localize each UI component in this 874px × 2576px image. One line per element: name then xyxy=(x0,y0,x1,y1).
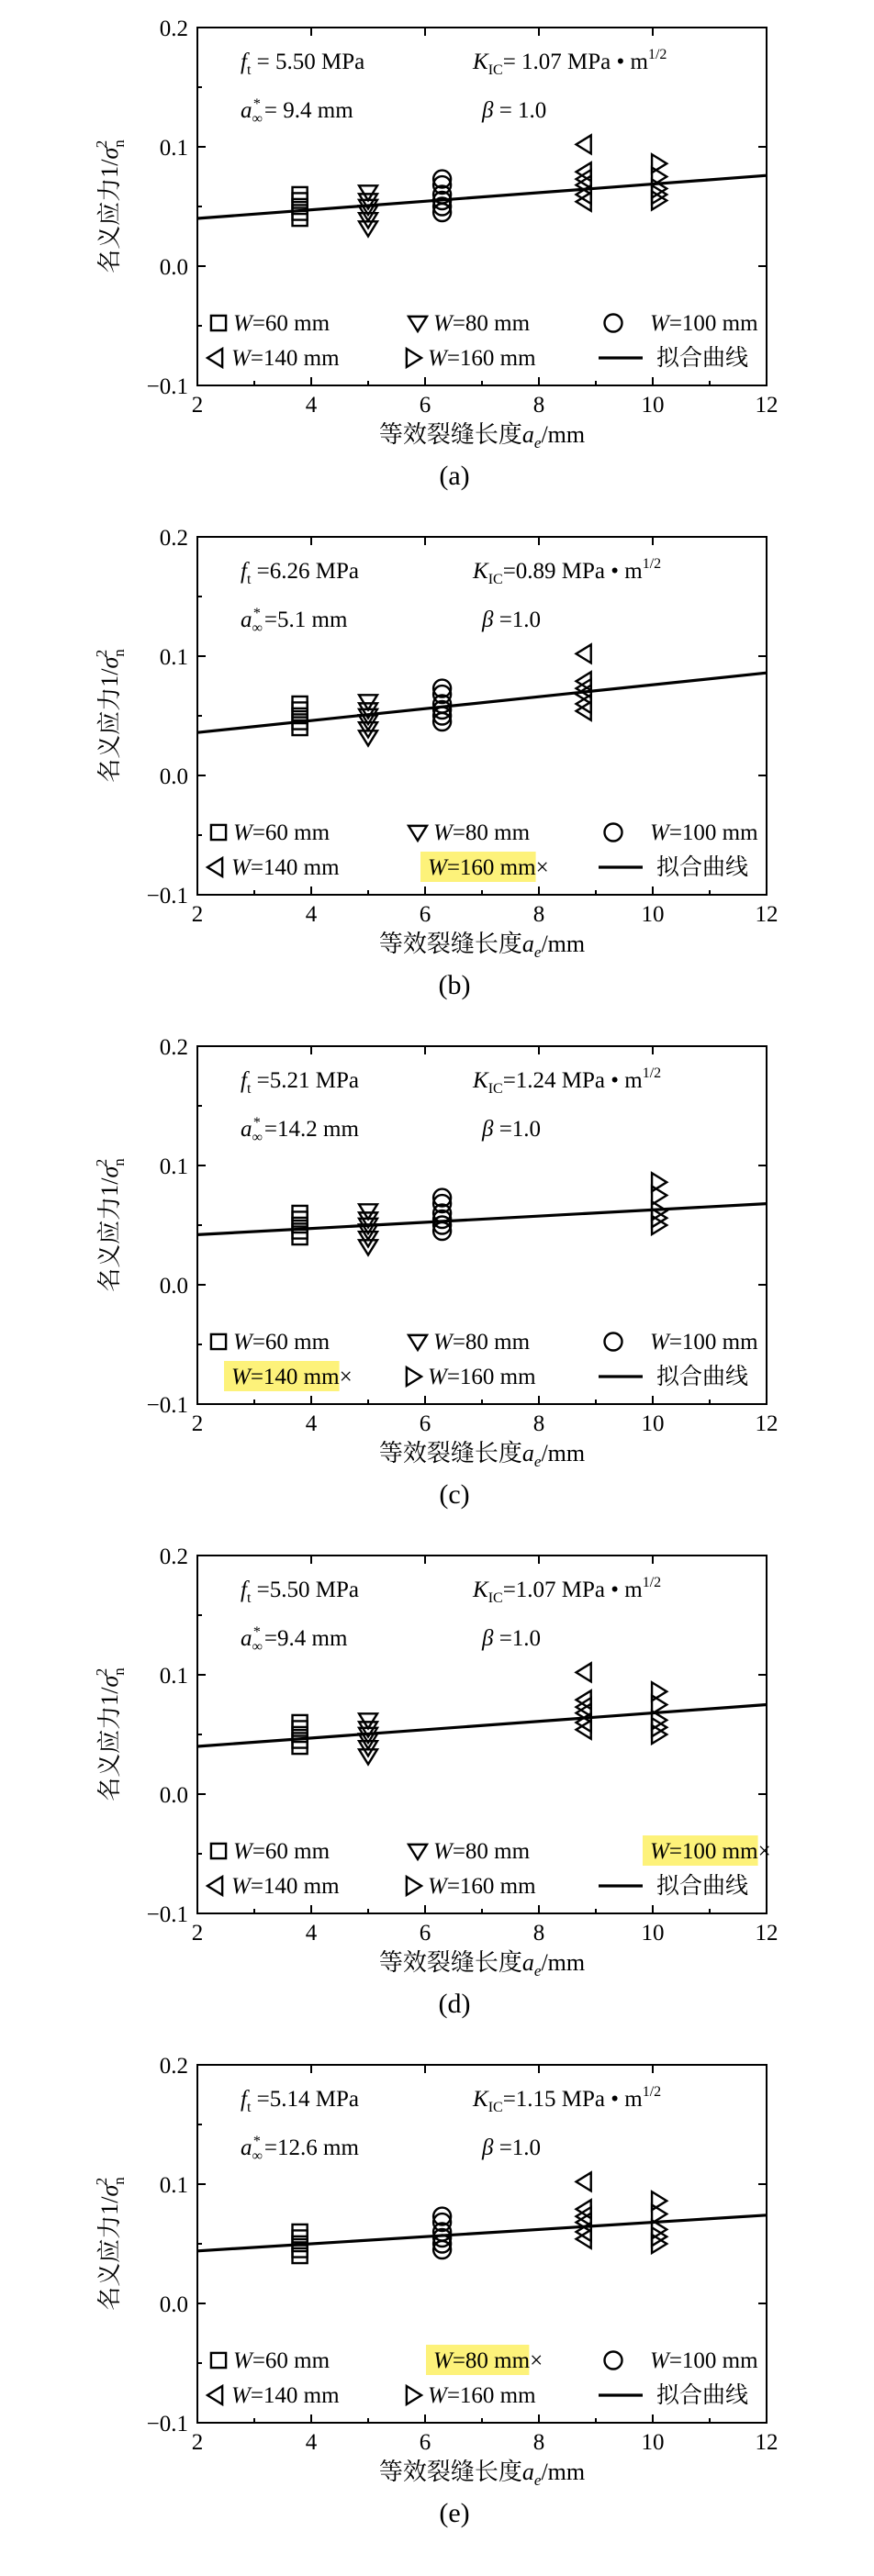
annotation-kic: $K_{IC}=1.15$ MPa • $m^{1/2}$ xyxy=(473,2084,662,2115)
y-tick-label: 0.0 xyxy=(159,255,188,280)
x-tick-label: 4 xyxy=(305,1921,318,1946)
x-tick-label: 2 xyxy=(191,393,204,418)
x-tick-label: 2 xyxy=(191,1921,204,1946)
x-tick-label: 8 xyxy=(532,2430,545,2455)
x-tick-label: 4 xyxy=(305,2430,318,2455)
y-axis-title-text: 名义应力$1/\sigma_n2$ xyxy=(93,139,128,273)
legend-label-w60: W=60 mm xyxy=(233,1330,331,1355)
y-tick-label: −0.1 xyxy=(146,374,188,399)
x-axis-title: 等效裂缝长度$a_e/mm$ xyxy=(378,2459,586,2489)
legend-label-w80: W=80 mm xyxy=(433,820,531,845)
x-tick-label: 10 xyxy=(641,1921,665,1946)
legend-label-w60: W=60 mm xyxy=(233,1839,331,1864)
y-axis-title-text: 名义应力$1/\sigma_n2$ xyxy=(93,1158,128,1292)
legend-label-w140: W=140 mm× xyxy=(231,1365,353,1389)
x-tick-label: 12 xyxy=(755,2430,779,2455)
x-tick-label: 12 xyxy=(755,1921,779,1946)
chart-panel-4 xyxy=(93,1544,779,2019)
annotation-a-inf: $a_\infty* =9.4$ mm xyxy=(241,1624,348,1655)
y-tick-label: 0.1 xyxy=(159,645,188,670)
legend-label-w100: W=100 mm xyxy=(650,311,758,336)
legend-marker-tri-left xyxy=(207,2386,222,2404)
annotation-kic: $K_{IC}=1.24$ MPa • $m^{1/2}$ xyxy=(473,1065,662,1097)
legend-marker-tri-down xyxy=(409,317,427,331)
y-axis-title xyxy=(93,1158,128,1292)
data-point-tri-left xyxy=(577,2172,591,2191)
legend-label-w80: W=80 mm xyxy=(433,311,531,336)
annotation-a-inf: $a_\infty* = 9.4$ mm xyxy=(241,96,353,127)
legend-label-w60: W=60 mm xyxy=(233,311,331,336)
x-tick-label: 8 xyxy=(532,1921,545,1946)
y-tick-label: 0.2 xyxy=(159,17,188,41)
legend-marker-square xyxy=(211,1844,226,1858)
y-tick-label: 0.0 xyxy=(159,2292,188,2317)
y-axis-title-text: 名义应力$1/\sigma_n2$ xyxy=(93,649,128,783)
annotation-kic: $K_{IC}= 1.07$ MPa • $m^{1/2}$ xyxy=(473,47,667,78)
x-tick-label: 6 xyxy=(419,902,431,927)
y-tick-label: −0.1 xyxy=(146,884,188,909)
annotation-kic: $K_{IC}=1.07$ MPa • $m^{1/2}$ xyxy=(473,1575,662,1606)
legend-label-w140: W=140 mm xyxy=(231,346,340,371)
annotation-beta: β =1.0 xyxy=(482,1117,542,1142)
legend-label-fit: 拟合曲线 xyxy=(656,1874,749,1899)
annotation-ft: $f_t = 5.50$ MPa xyxy=(241,50,365,78)
x-tick-label: 6 xyxy=(419,1921,431,1946)
legend-label-w160: W=160 mm xyxy=(428,346,536,371)
panel-label: (c) xyxy=(439,1479,470,1510)
legend-label-w160: W=160 mm× xyxy=(428,855,549,880)
legend-label-w60: W=60 mm xyxy=(233,2348,331,2373)
legend-marker-square xyxy=(211,316,226,330)
x-tick-label: 10 xyxy=(641,902,665,927)
x-tick-label: 4 xyxy=(305,902,318,927)
x-tick-label: 8 xyxy=(532,393,545,418)
legend-label-w160: W=160 mm xyxy=(428,1874,536,1899)
annotation-ft: $f_t =5.21$ MPa xyxy=(241,1068,359,1097)
y-tick-label: 0.1 xyxy=(159,1664,188,1689)
legend-label-w140: W=140 mm xyxy=(231,2383,340,2408)
legend-label-fit: 拟合曲线 xyxy=(656,1365,749,1389)
legend-label-w160: W=160 mm xyxy=(428,2383,536,2408)
x-tick-label: 6 xyxy=(419,1411,431,1436)
legend-label-w80: W=80 mm xyxy=(433,1330,531,1355)
data-point-tri-left xyxy=(577,1663,591,1681)
legend-label-w100: W=100 mm× xyxy=(650,1839,771,1864)
legend-label-fit: 拟合曲线 xyxy=(656,346,749,371)
fit-line xyxy=(197,1705,767,1747)
legend-label-w100: W=100 mm xyxy=(650,820,758,845)
y-tick-label: 0.0 xyxy=(159,1783,188,1808)
y-tick-label: −0.1 xyxy=(146,2412,188,2437)
legend-label-w140: W=140 mm xyxy=(231,855,340,880)
x-tick-label: 10 xyxy=(641,2430,665,2455)
y-tick-label: 0.0 xyxy=(159,764,188,789)
legend-marker-tri-right xyxy=(407,1877,421,1895)
chart-panel-2 xyxy=(93,526,779,1000)
x-tick-label: 12 xyxy=(755,902,779,927)
y-tick-label: 0.1 xyxy=(159,2173,188,2198)
legend-label-fit: 拟合曲线 xyxy=(656,2383,749,2408)
legend-marker-tri-right xyxy=(407,1367,421,1386)
annotation-beta: β = 1.0 xyxy=(482,98,547,123)
annotation-a-inf: $a_\infty* =5.1$ mm xyxy=(241,606,348,636)
annotation-a-inf: $a_\infty* =12.6$ mm xyxy=(241,2134,359,2164)
legend-marker-tri-right xyxy=(407,349,421,367)
chart-panel-1 xyxy=(93,17,779,491)
y-axis-title xyxy=(93,139,128,273)
x-tick-label: 2 xyxy=(191,1411,204,1436)
x-axis-title: 等效裂缝长度$a_e/mm$ xyxy=(378,931,586,961)
y-axis-title xyxy=(93,2177,128,2311)
y-tick-label: 0.2 xyxy=(159,526,188,551)
y-tick-label: −0.1 xyxy=(146,1902,188,1927)
chart-panel-5 xyxy=(93,2054,779,2528)
legend-marker-tri-down xyxy=(409,1335,427,1350)
annotation-beta: β =1.0 xyxy=(482,2136,542,2160)
legend-label-w140: W=140 mm xyxy=(231,1874,340,1899)
legend-marker-circle xyxy=(605,315,622,332)
legend-label-fit: 拟合曲线 xyxy=(656,855,749,880)
y-axis-title xyxy=(93,1667,128,1801)
legend-marker-tri-down xyxy=(409,1845,427,1859)
y-tick-label: 0.2 xyxy=(159,2054,188,2079)
y-tick-label: 0.1 xyxy=(159,136,188,161)
data-point-tri-left xyxy=(577,135,591,153)
annotation-ft: $f_t =6.26$ MPa xyxy=(241,559,359,587)
x-axis-title: 等效裂缝长度$a_e/mm$ xyxy=(378,1949,586,1979)
y-axis-title-text: 名义应力$1/\sigma_n2$ xyxy=(93,1667,128,1801)
y-tick-label: 0.2 xyxy=(159,1035,188,1060)
legend-label-w60: W=60 mm xyxy=(233,820,331,845)
fit-line xyxy=(197,1204,767,1235)
y-axis-title xyxy=(93,649,128,783)
x-axis-title: 等效裂缝长度$a_e/mm$ xyxy=(378,1440,586,1470)
legend-marker-square xyxy=(211,825,226,840)
y-axis-title-text: 名义应力$1/\sigma_n2$ xyxy=(93,2177,128,2311)
x-axis-title: 等效裂缝长度$a_e/mm$ xyxy=(378,421,586,452)
x-tick-label: 2 xyxy=(191,2430,204,2455)
x-tick-label: 2 xyxy=(191,902,204,927)
legend-marker-circle xyxy=(605,824,622,842)
legend-label-w80: W=80 mm× xyxy=(433,2348,543,2373)
x-tick-label: 4 xyxy=(305,393,318,418)
legend-marker-tri-left xyxy=(207,858,222,876)
panel-label: (e) xyxy=(439,2498,470,2528)
y-tick-label: 0.0 xyxy=(159,1274,188,1299)
annotation-beta: β =1.0 xyxy=(482,1626,542,1651)
panel-label: (d) xyxy=(438,1989,471,2019)
legend-label-w80: W=80 mm xyxy=(433,1839,531,1864)
panel-label: (a) xyxy=(439,461,470,491)
legend-marker-circle xyxy=(605,2352,622,2370)
legend-label-w160: W=160 mm xyxy=(428,1365,536,1389)
x-tick-label: 10 xyxy=(641,1411,665,1436)
annotation-kic: $K_{IC}=0.89$ MPa • $m^{1/2}$ xyxy=(473,556,662,587)
fit-line xyxy=(197,2215,767,2251)
legend-marker-circle xyxy=(605,1333,622,1351)
legend-label-w100: W=100 mm xyxy=(650,1330,758,1355)
annotation-ft: $f_t =5.14$ MPa xyxy=(241,2087,359,2115)
x-tick-label: 6 xyxy=(419,2430,431,2455)
x-tick-label: 12 xyxy=(755,393,779,418)
x-tick-label: 10 xyxy=(641,393,665,418)
fit-line xyxy=(197,673,767,732)
x-tick-label: 6 xyxy=(419,393,431,418)
legend-marker-tri-left xyxy=(207,349,222,367)
legend-marker-tri-left xyxy=(207,1877,222,1895)
annotation-beta: β =1.0 xyxy=(482,608,542,632)
legend-label-w100: W=100 mm xyxy=(650,2348,758,2373)
x-tick-label: 8 xyxy=(532,1411,545,1436)
x-tick-label: 4 xyxy=(305,1411,318,1436)
legend-marker-square xyxy=(211,1334,226,1349)
legend-marker-tri-down xyxy=(409,826,427,841)
y-tick-label: 0.2 xyxy=(159,1544,188,1569)
data-point-tri-left xyxy=(577,644,591,663)
fit-line xyxy=(197,175,767,218)
legend-marker-tri-right xyxy=(407,2386,421,2404)
x-tick-label: 8 xyxy=(532,902,545,927)
legend-marker-square xyxy=(211,2353,226,2368)
annotation-a-inf: $a_\infty* =14.2$ mm xyxy=(241,1115,359,1145)
y-tick-label: 0.1 xyxy=(159,1154,188,1179)
annotation-ft: $f_t =5.50$ MPa xyxy=(241,1578,359,1606)
y-tick-label: −0.1 xyxy=(146,1393,188,1418)
chart-panel-3 xyxy=(93,1035,779,1510)
panel-label: (b) xyxy=(438,970,471,1000)
x-tick-label: 12 xyxy=(755,1411,779,1436)
